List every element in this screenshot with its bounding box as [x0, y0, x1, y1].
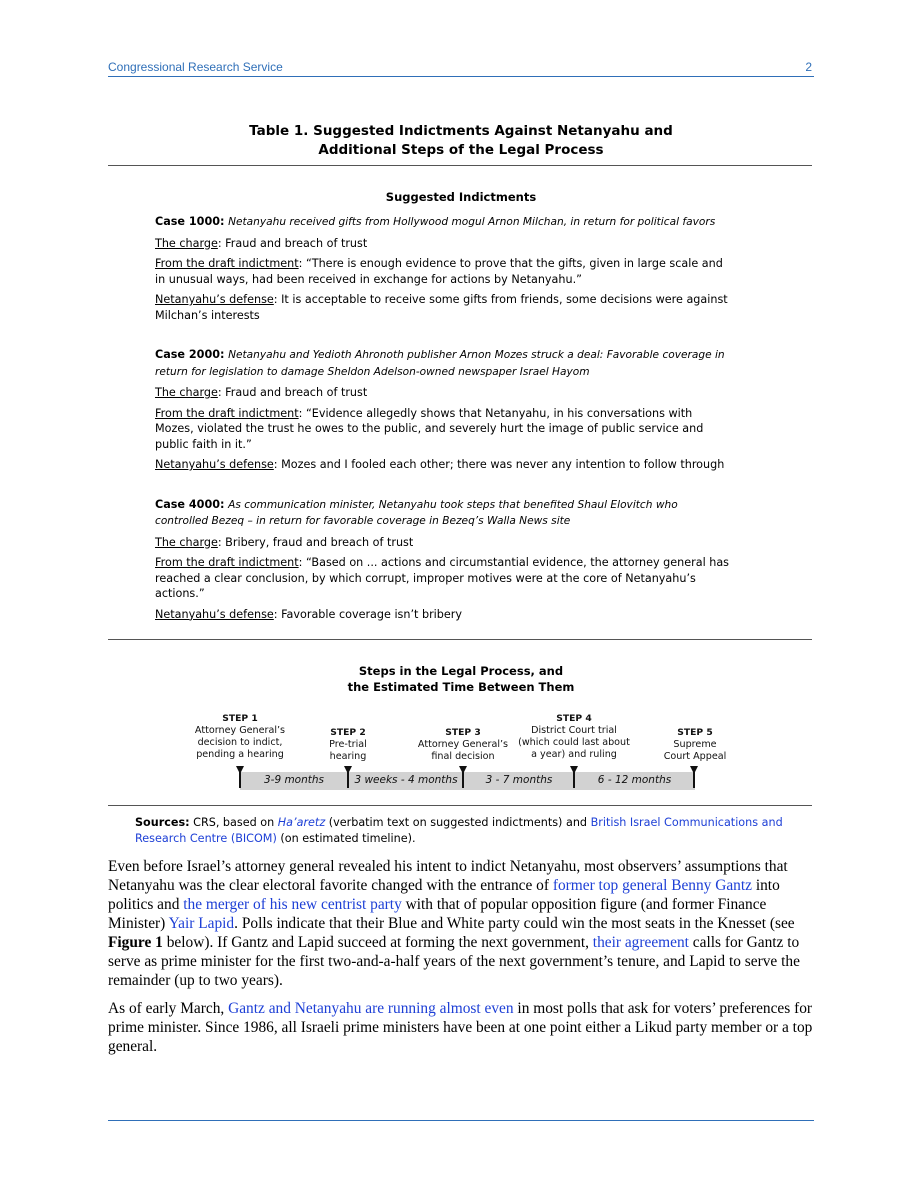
- header-org: Congressional Research Service: [108, 60, 283, 74]
- interval-label: 3 weeks - 4 months: [354, 774, 458, 786]
- timeline-step-1: STEP 1 Attorney General’s decision to indict, pending a hearing: [194, 713, 286, 760]
- body-paragraph-2: As of early March, Gantz and Netanyahu are running almost even in most polls that ask for voters’ preferences for prime minister. Since 1986, all Israeli prime ministers have been at one point either a Likud party member or a top general.: [108, 1000, 813, 1055]
- timeline-tick: [239, 768, 241, 788]
- section-legal-steps: Steps in the Legal Process, and the Estimated Time Between Them: [347, 664, 575, 694]
- case-charge: The charge: Fraud and breach of trust: [155, 236, 368, 250]
- haaretz-link[interactable]: Ha’aretz: [277, 816, 326, 829]
- case-defense: Netanyahu’s defense: Mozes and I fooled each other; there was never any intention to follow through: [155, 458, 725, 471]
- timeline-tick: [693, 768, 695, 788]
- interval-label: 3 - 7 months: [485, 774, 553, 786]
- case-header: Case 1000: Netanyahu received gifts from Hollywood mogul Arnon Milchan, in return for political favors: [155, 215, 716, 228]
- footer-rule: [108, 1120, 814, 1121]
- body-paragraph-1: Even before Israel’s attorney general revealed his intent to indict Netanyahu, most observers’ assumptions that Netanyahu was the clear electoral favorite changed with the entrance of former top general Benny Gantz into politics and the merger of his new centrist party with that of popular opposition figure (and former Finance Minister) Yair Lapid. Polls indicate that their Blue and White party could win the most seats in the Knesset (see Figure 1 below). If Gantz and Lapid succeed at forming the next government, their agreement calls for Gantz to serve as prime minister for the first two-and-a-half years of the next government’s tenure, and Lapid to serve the remainder (up to two years).: [108, 858, 800, 989]
- lapid-link[interactable]: Yair Lapid: [168, 915, 235, 932]
- indictments-list: [155, 214, 730, 627]
- table-title-line1: Table 1. Suggested Indictments Against Netanyahu and: [249, 123, 673, 139]
- case-charge: The charge: Fraud and breach of trust: [155, 386, 368, 399]
- table-title-line2: Additional Steps of the Legal Process: [318, 142, 604, 158]
- case-defense: Netanyahu’s defense: Favorable coverage isn’t bribery: [155, 607, 462, 621]
- timeline-tick: [347, 768, 349, 788]
- table-title: [108, 122, 814, 160]
- timeline-step-2: STEP 2 Pre-trial hearing: [329, 727, 367, 762]
- gantz-link[interactable]: former top general Benny Gantz: [552, 877, 752, 894]
- timeline-step-3: STEP 3 Attorney General’s final decision: [417, 727, 509, 762]
- timeline-tick: [573, 768, 575, 788]
- timeline-step-4: STEP 4 District Court trial (which could last about a year) and ruling: [518, 713, 630, 760]
- case-draft: From the draft indictment: “Based on ... actions and circumstantial evidence, the attorney general has reached a clear conclusion, by which corrupt, improper motives were at the core of Netanyahu’s actions.”: [155, 556, 730, 600]
- agreement-link[interactable]: their agreement: [592, 934, 689, 951]
- bicom-link[interactable]: British Israel Communications and Research Centre (BICOM): [135, 816, 783, 845]
- page-header: [108, 58, 814, 77]
- timeline-step-5: STEP 5 Supreme Court Appeal: [663, 727, 727, 762]
- merger-link[interactable]: the merger of his new centrist party: [183, 896, 402, 913]
- case-charge: The charge: Bribery, fraud and breach of trust: [155, 535, 414, 549]
- case-draft: From the draft indictment: “Evidence allegedly shows that Netanyahu, in his conversations with Mozes, violated the trust he owes to the public, and severely hurt the image of public service and public faith in it.”: [155, 406, 704, 451]
- page-number: 2: [805, 60, 812, 74]
- section-suggested-indictments: Suggested Indictments: [385, 190, 537, 204]
- interval-label: 6 - 12 months: [597, 774, 672, 786]
- interval-label: 3-9 months: [263, 774, 325, 786]
- timeline-tick: [462, 768, 464, 788]
- table-sources: Sources: CRS, based on Ha’aretz (verbatim text on suggested indictments) and British Israel Communications and Research Centre (BICOM) (on estimated timeline).: [135, 816, 783, 845]
- legal-process-timeline: [180, 710, 740, 800]
- table-top-rule: [108, 165, 812, 166]
- case-defense: Netanyahu’s defense: It is acceptable to receive some gifts from friends, some decisions were against Milchan’s interests: [155, 293, 728, 322]
- polls-link[interactable]: Gantz and Netanyahu are running almost even: [228, 1000, 514, 1017]
- case-header: Case 2000: Netanyahu and Yedioth Ahronoth publisher Arnon Mozes struck a deal: Favorable coverage in return for legislation to damage Sheldon Adelson-owned newspaper Israel Hayom: [155, 348, 725, 378]
- case-draft: From the draft indictment: “There is enough evidence to prove that the gifts, given in large scale and in unusual ways, had been received in exchange for actions by Netanyahu.”: [155, 257, 723, 286]
- case-header: Case 4000: As communication minister, Netanyahu took steps that benefited Shaul Elovitch who controlled Bezeq – in return for favorable coverage in Bezeq’s Walla News site: [155, 497, 678, 527]
- table-mid-rule: [108, 639, 812, 640]
- table-bottom-rule: [108, 805, 812, 806]
